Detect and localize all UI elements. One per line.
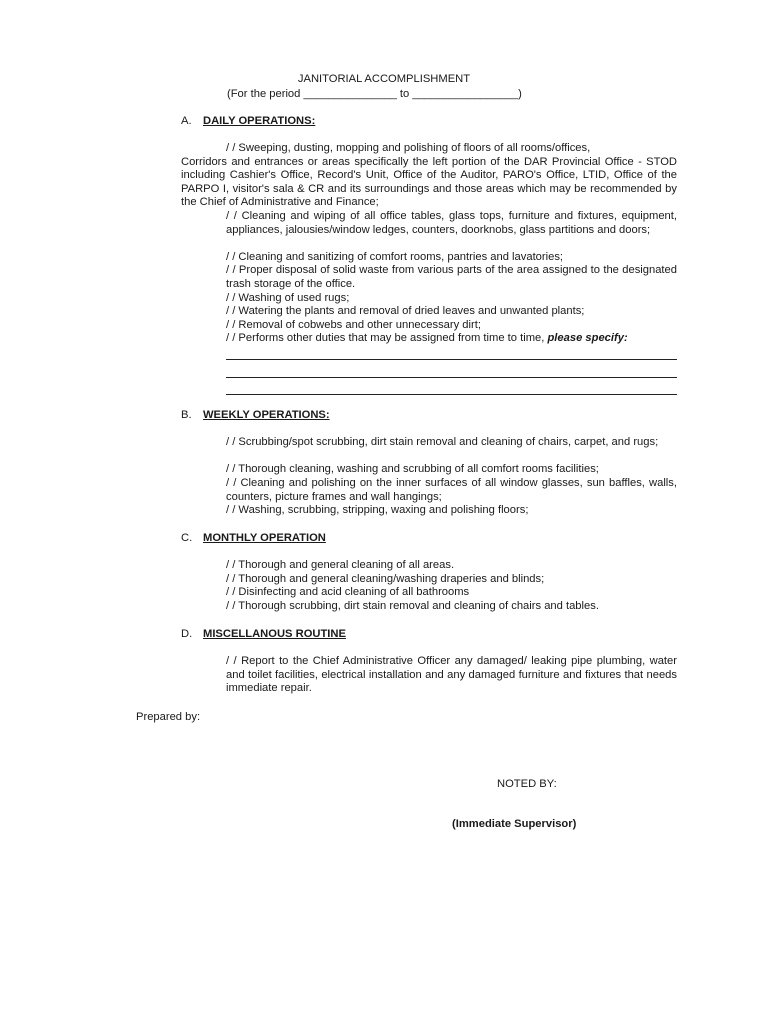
section-c-heading: [181, 532, 326, 546]
section-b-heading: [181, 409, 330, 423]
section-letter: C.: [181, 532, 193, 544]
list-item: / / Watering the plants and removal of dried leaves and unwanted plants;: [226, 305, 585, 317]
section-letter: D.: [181, 628, 193, 640]
list-item: / / Cleaning and sanitizing of comfort rooms, pantries and lavatories;: [226, 251, 564, 263]
noted-by-label: NOTED BY:: [497, 778, 557, 790]
daily-intro-first: / / Sweeping, dusting, mopping and polishing of floors of all rooms/offices,: [226, 142, 591, 154]
list-item: / / Scrubbing/spot scrubbing, dirt stain removal and cleaning of chairs, carpet, and rugs;: [226, 436, 659, 448]
list-item: / / Disinfecting and acid cleaning of all bathrooms: [226, 586, 470, 598]
list-item: / / Proper disposal of solid waste from various parts of the area assigned to the designated trash storage of the office.: [226, 264, 677, 290]
list-item: / / Thorough and general cleaning of all areas.: [226, 559, 455, 571]
other-duties-text: / / Performs other duties that may be assigned from time to time,: [226, 332, 545, 344]
supervisor-label: (Immediate Supervisor): [452, 818, 577, 830]
list-item: / / Thorough cleaning, washing and scrubbing of all comfort rooms facilities;: [226, 463, 599, 475]
section-title: MISCELLANOUS ROUTINE: [203, 628, 346, 640]
list-item: / / Washing, scrubbing, stripping, waxing and polishing floors;: [226, 504, 529, 516]
prepared-by-label: Prepared by:: [136, 711, 201, 723]
list-item: / / Cleaning and wiping of all office tables, glass tops, furniture and fixtures, equipment, appliances, jalousies/window ledges, counters, doorknobs, glass partitions and doors;: [226, 210, 677, 236]
list-item-other-duties: [226, 332, 677, 346]
please-specify-label: please specify:: [547, 332, 628, 344]
list-item: / / Removal of cobwebs and other unnecessary dirt;: [226, 319, 481, 331]
section-title: MONTHLY OPERATION: [203, 532, 326, 544]
list-item: / / Thorough and general cleaning/washing draperies and blinds;: [226, 573, 545, 585]
period-line: (For the period _______________ to _________________): [227, 88, 522, 100]
list-item: / / Report to the Chief Administrative Officer any damaged/ leaking pipe plumbing, water and toilet facilities, electrical installation and any damaged furniture and fixtures that needs immediate repair.: [226, 655, 677, 695]
section-title: DAILY OPERATIONS:: [203, 115, 316, 127]
specify-line-3[interactable]: [226, 394, 677, 395]
daily-intro-rest: Corridors and entrances or areas specifically the left portion of the DAR Provincial Office - STOD including Cashier's Office, Record's Unit, Office of the Auditor, PARO's Office, LTID, Office of the PARPO I, visitor's sala & CR and its surroundings and those areas which may be recommended by the Chief of Administrative and Finance;: [181, 155, 677, 209]
section-d-heading: [181, 628, 346, 642]
document-title: JANITORIAL ACCOMPLISHMENT: [297, 73, 471, 85]
list-item: / / Washing of used rugs;: [226, 292, 350, 304]
specify-line-2[interactable]: [226, 377, 677, 378]
section-letter: B.: [181, 409, 192, 421]
list-item: / / Thorough scrubbing, dirt stain removal and cleaning of chairs and tables.: [226, 600, 599, 612]
section-letter: A.: [181, 115, 192, 127]
section-a-heading: [181, 115, 315, 129]
daily-intro: [181, 142, 677, 210]
list-item: / / Cleaning and polishing on the inner surfaces of all window glasses, sun baffles, walls, counters, picture frames and wall hangings;: [226, 477, 677, 503]
specify-line-1[interactable]: [226, 359, 677, 360]
section-title: WEEKLY OPERATIONS:: [203, 409, 330, 421]
